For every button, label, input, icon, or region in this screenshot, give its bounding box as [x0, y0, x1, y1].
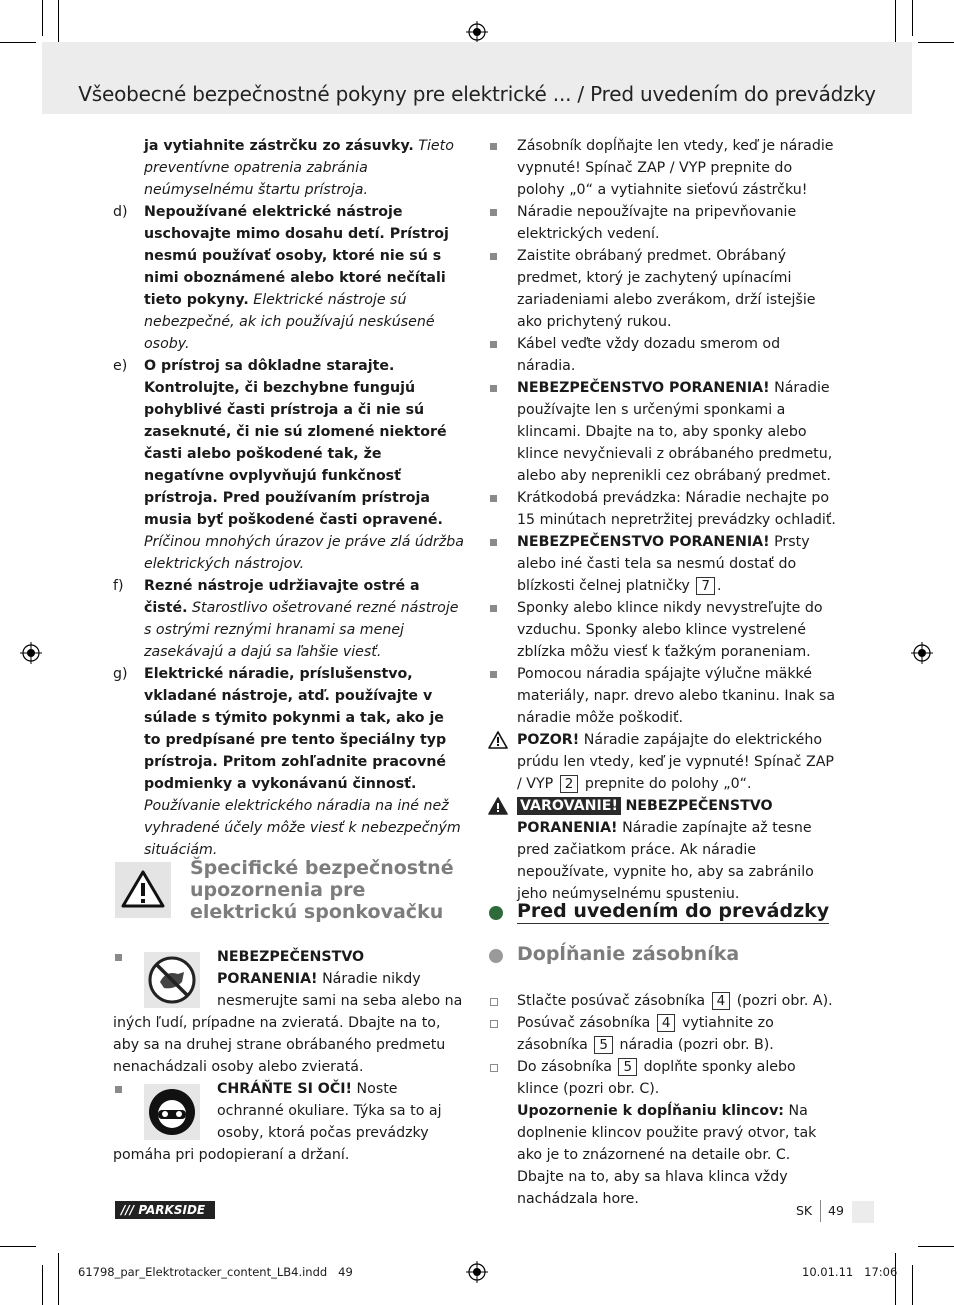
bullet-square: [490, 143, 497, 150]
refill-steps: [488, 990, 840, 1210]
list-item-bold: O prístroj sa dôkladne starajte. Kontrolujte, či bezchybne fungujú pohyblivé časti prístroja a či nie sú zaseknuté, či nie sú zlomené niektoré časti alebo poškodené tak, že negatívne ovplyvňujú funkčnosť prístroja. Pred používaním prístroja musia byť poškodené časti opravené.: [144, 358, 447, 528]
language-code: SK: [796, 1203, 813, 1218]
caution-triangle-icon: [488, 731, 508, 749]
step-checkbox: [490, 998, 498, 1006]
crop-mark: [58, 0, 59, 46]
crop-mark: [0, 42, 36, 43]
registration-mark-icon: [466, 21, 488, 43]
brand-label: /// PARKSIDE: [121, 1203, 206, 1217]
warning-filled-triangle-icon: [488, 797, 508, 815]
step-text: Do zásobníka: [517, 1059, 612, 1075]
bullet-item: [488, 245, 840, 333]
bullet-square: [115, 1086, 122, 1093]
warning-bold: NEBEZPEČENSTVO PORANENIA!: [217, 949, 365, 987]
bullet-item: [488, 487, 840, 531]
part-number-badge: 4: [657, 1014, 676, 1032]
bullet-square: [490, 671, 497, 678]
caution-text: Náradie zapájajte do elektrického prúdu len vtedy, keď je vypnuté! Spínač ZAP / VYP: [517, 732, 834, 792]
list-item-italic: Používanie elektrického náradia na iné než vyhradené účely môže viesť k nebezpečným situáciám.: [144, 798, 461, 858]
bullet-item: [488, 333, 840, 377]
step-item: [488, 1012, 840, 1056]
bullet-square: [490, 495, 497, 502]
list-label: e): [113, 358, 128, 374]
bullet-text: Náradie nepoužívajte na pripevňovanie elektrických vedení.: [517, 204, 797, 242]
warning-item: [488, 795, 840, 905]
warning-bold: CHRÁŇTE SI OČI!: [217, 1081, 353, 1097]
warning-text: Náradie zapínajte až tesne pred začiatkom práce. Ak náradie nepoužívate, vypnite ho, aby sa zabránilo jeho neúmyselnému spusteniu.: [517, 820, 814, 902]
bullet-item: [488, 135, 840, 201]
footer-tab: [852, 1201, 874, 1223]
bullet-item: [488, 201, 840, 245]
registration-mark-icon: [20, 642, 42, 664]
bullet-bold: NEBEZPEČENSTVO PORANENIA!: [517, 534, 770, 550]
footer-divider: [820, 1200, 821, 1222]
warning-bold: NEBEZPEČENSTVO PORANENIA!: [517, 798, 773, 836]
header-band: [42, 42, 912, 114]
left-column: [113, 135, 465, 861]
section-bullet-icon: [489, 906, 503, 920]
part-number-badge: 4: [712, 992, 731, 1010]
step-text: vytiahnite zo zásobníka: [517, 1015, 774, 1053]
list-label: g): [113, 666, 128, 682]
list-item-d: [113, 201, 465, 355]
bullet-text: Náradie používajte len s určenými sponkami a klincami. Dbajte na to, aby sponky alebo klince nevyčnievali z obrábaného predmetu, alebo aby neprenikli cez obrábaný predmet.: [517, 380, 833, 484]
list-item-f: [113, 575, 465, 663]
goggles-icon: [144, 1084, 200, 1140]
warning-item: [113, 946, 465, 1078]
bullet-text: Krátkodobá prevádzka: Náradie nechajte po 15 minútach nepretržitej prevádzky ochladiť.: [517, 490, 836, 528]
bullet-text: Zaistite obrábaný predmet. Obrábaný predmet, ktorý je zachytený upínacími zariadeniami alebo zverákom, drží istejšie ako prichytený rukou.: [517, 248, 816, 330]
bullet-item: [488, 377, 840, 487]
registration-mark-icon: [911, 642, 933, 664]
bullet-square: [115, 954, 122, 961]
bullet-text-end: .: [716, 578, 722, 594]
step-checkbox: [490, 1064, 498, 1072]
bullet-text: Sponky alebo klince nikdy nevystreľujte do vzduchu. Sponky alebo klince vystrelené zblízka môžu viesť k ťažkým poraneniam.: [517, 600, 823, 660]
intro-bold: ja vytiahnite zástrčku zo zásuvky.: [144, 138, 414, 154]
right-column: [488, 135, 840, 905]
crop-mark: [895, 1253, 896, 1305]
crop-mark: [918, 1246, 954, 1247]
warning-item: [113, 1078, 465, 1166]
page-title: Všeobecné bezpečnostné pokyny pre elektrické ... / Pred uvedením do prevádzky: [78, 82, 876, 106]
section-heading-before-use: Pred uvedením do prevádzky: [517, 900, 830, 922]
step-item: [488, 1056, 840, 1100]
bullet-item: [488, 531, 840, 597]
step-checkbox: [490, 1020, 498, 1028]
list-item-italic: Starostlivo ošetrované rezné nástroje s ostrými reznými hranami sa menej zasekávajú a dajú sa ľahšie viesť.: [144, 600, 459, 660]
crop-mark: [42, 0, 43, 36]
crop-mark: [895, 0, 896, 46]
note-text: Na doplnenie klincov použite pravý otvor, tak ako je to znázornené na detaile obr. C. Dbajte na to, aby sa hlava klinca vždy nachádzala hore.: [517, 1103, 817, 1207]
print-date: 10.01.11 17:06: [802, 1265, 898, 1279]
bullet-item: [488, 597, 840, 663]
caution-text-end: prepnite do polohy „0“.: [584, 776, 752, 792]
crop-mark: [912, 1265, 913, 1305]
left-warnings: [113, 946, 465, 1166]
intro-paragraph: [113, 135, 465, 201]
list-item-g: [113, 663, 465, 861]
list-item-bold: Nepoužívané elektrické nástroje uschovajte mimo dosahu detí. Prístroj nesmú používať osoby, ktoré nie sú s nimi oboznámené alebo ktoré nečítali tieto pokyny.: [144, 204, 449, 308]
list-item-italic: Príčinou mnohých úrazov je práve zlá údržba elektrických nástrojov.: [144, 534, 464, 572]
step-text: (pozri obr. A).: [736, 993, 833, 1009]
crop-mark: [58, 1253, 59, 1305]
intro-italic: Tieto preventívne opatrenia zabránia neúmyselnému štartu prístroja.: [144, 138, 454, 198]
list-item-bold: Rezné nástroje udržiavajte ostré a čisté.: [144, 578, 420, 616]
file-name: 61798_par_Elektrotacker_content_LB4.indd 49: [78, 1265, 353, 1279]
list-item-bold: Elektrické náradie, príslušenstvo, vkladané nástroje, atď. používajte v súlade s týmito pokynmi a tak, ako je to predpísané pre tento špeciálny typ prístroja. Pritom zohľadnite pracovné podmienky a vykonávanú činnosť.: [144, 666, 447, 792]
crop-mark: [42, 1265, 43, 1305]
warning-box: [115, 862, 171, 918]
crop-mark: [918, 42, 954, 43]
part-number-badge: 2: [560, 775, 579, 793]
bullet-bold: NEBEZPEČENSTVO PORANENIA!: [517, 380, 770, 396]
page-number: 49: [828, 1203, 844, 1218]
caution-bold: POZOR!: [517, 732, 580, 748]
crop-mark: [0, 1246, 36, 1247]
note-bold: Upozornenie k dopĺňaniu klincov:: [517, 1103, 784, 1119]
part-number-badge: 5: [618, 1058, 637, 1076]
list-label: f): [113, 578, 124, 594]
bullet-text: Zásobník dopĺňajte len vtedy, keď je náradie vypnuté! Spínač ZAP / VYP prepnite do polohy „0“ a vytiahnite sieťovú zástrčku!: [517, 138, 834, 198]
step-text: náradia (pozri obr. B).: [619, 1037, 774, 1053]
list-label: d): [113, 204, 128, 220]
warning-triangle-icon: [115, 862, 171, 918]
bullet-square: [490, 539, 497, 546]
step-text: doplňte sponky alebo klince (pozri obr. C).: [517, 1059, 796, 1097]
bullet-text: Prsty alebo iné časti tela sa nesmú dostať do blízkosti čelnej platničky: [517, 534, 810, 594]
section-heading-refill: Dopĺňanie zásobníka: [517, 943, 740, 965]
bullet-item: [488, 663, 840, 729]
part-number-badge: 5: [594, 1036, 613, 1054]
bullet-square: [490, 209, 497, 216]
bullet-text: Pomocou náradia spájajte výlučne mäkké materiály, napr. drevo alebo tkaninu. Inak sa náradie môže poškodiť.: [517, 666, 836, 726]
varovanie-badge: VAROVANIE!: [517, 797, 621, 815]
section-heading-specific: Špecifické bezpečnostné upozornenia pre elektrickú sponkovačku: [190, 857, 454, 923]
registration-mark-icon: [466, 1261, 488, 1283]
crop-mark: [912, 0, 913, 36]
bullet-square: [490, 253, 497, 260]
warning-body: Noste ochranné okuliare. Týka sa to aj osoby, ktorá počas prevádzky pomáha pri podopieraní a držaní.: [113, 1081, 442, 1163]
bullet-square: [490, 605, 497, 612]
brand-logo: [115, 1201, 215, 1219]
part-number-badge: 7: [696, 577, 715, 595]
bullet-square: [490, 341, 497, 348]
step-text: Posúvač zásobníka: [517, 1015, 651, 1031]
no-pointing-icon: [144, 952, 200, 1008]
section-bullet-icon: [489, 949, 503, 963]
list-item-italic: Elektrické nástroje sú nebezpečné, ak ich používajú neskúsené osoby.: [144, 292, 435, 352]
step-text: Stlačte posúvač zásobníka: [517, 993, 706, 1009]
warning-body: Náradie nikdy nesmerujte sami na seba alebo na iných ľudí, prípadne na zvieratá. Dbajte na to, aby sa na druhej strane obrábaného predmetu nenachádzali osoby alebo zvieratá.: [113, 971, 463, 1075]
step-item: [488, 990, 840, 1012]
note-paragraph: [488, 1100, 840, 1210]
list-item-e: [113, 355, 465, 575]
bullet-square: [490, 385, 497, 392]
caution-item: [488, 729, 840, 795]
bullet-text: Kábel veďte vždy dozadu smerom od náradia.: [517, 336, 781, 374]
